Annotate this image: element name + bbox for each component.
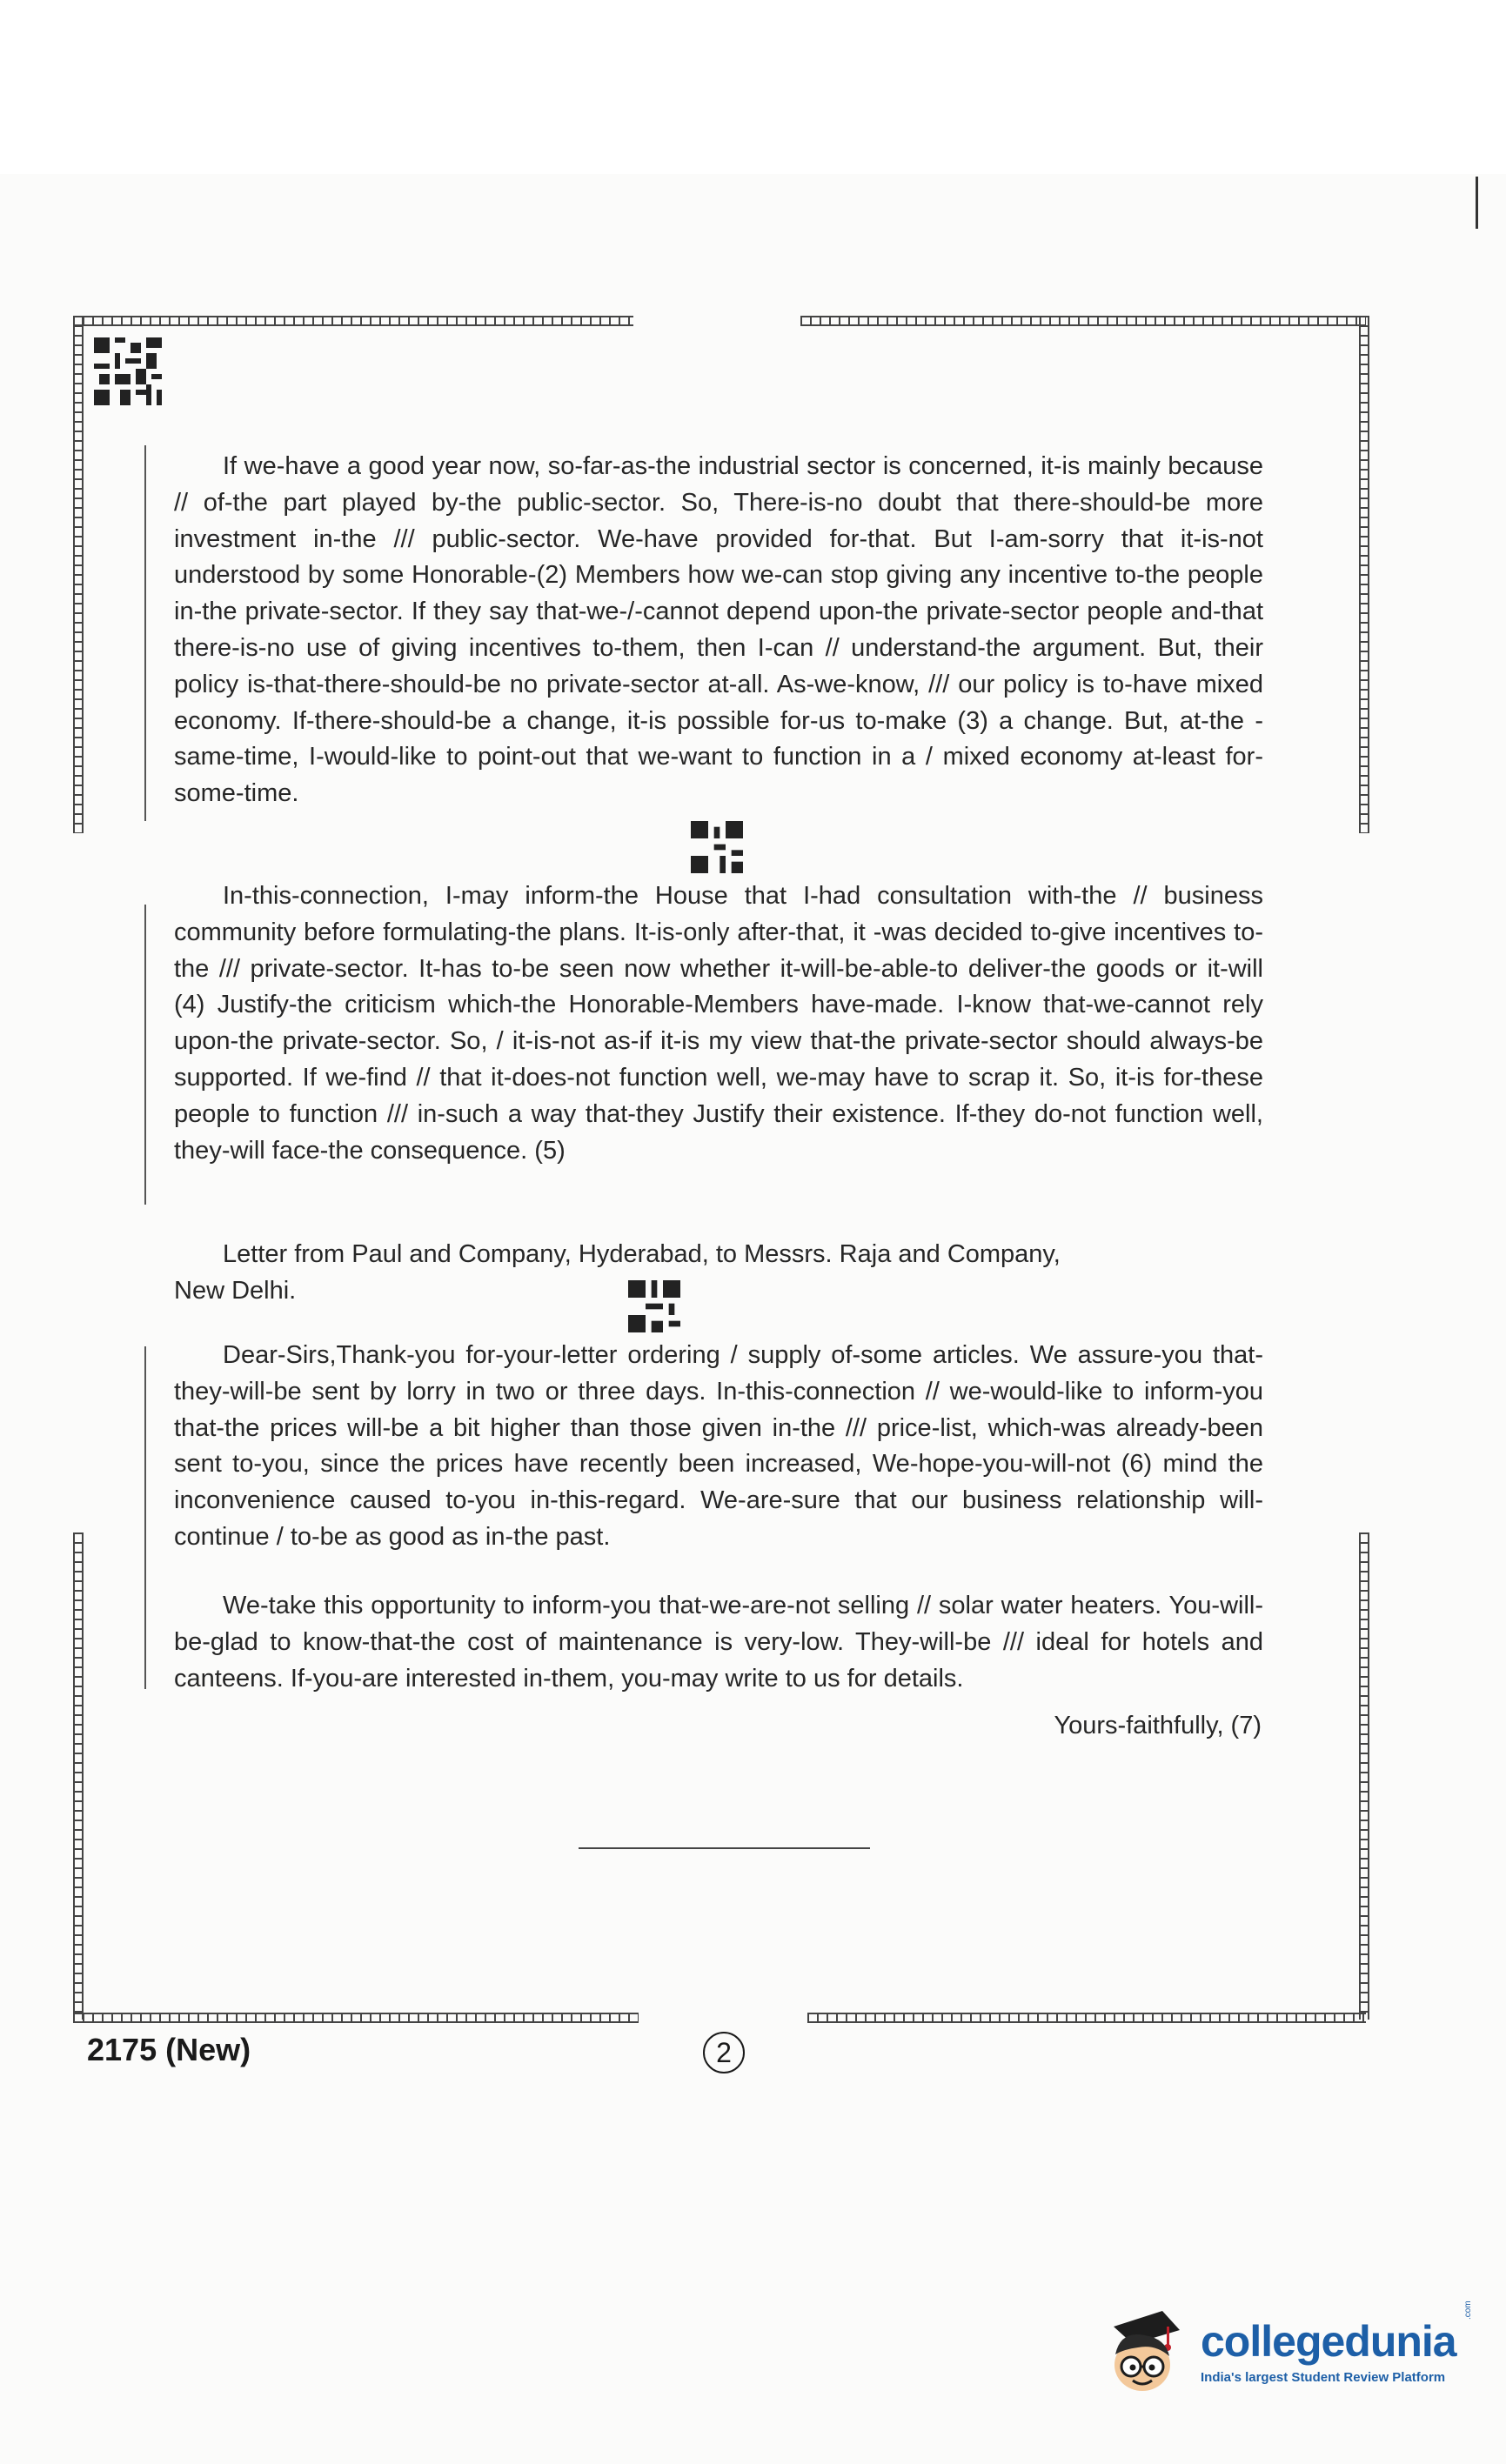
border-bottom-right <box>807 2013 1366 2023</box>
letter-paragraph-1 <box>174 1338 1263 1556</box>
passage-paragraph-2 <box>174 878 1263 1169</box>
letter-heading-line-1: Letter from Paul and Company, Hyderabad, to Messrs. Raja and Company, <box>223 1240 1061 1268</box>
qr-code-icon <box>94 337 162 405</box>
paragraph-text: Dear-Sirs,Thank-you for-your-letter ordering / supply of-some articles. We assure-you that-they-will-be sent by lorry in two or three days. In-this-connection // we-would-like to inform-you that-the prices will-be a bit higher than those given in-the /// price-list, which-was already-been sent to-you, since the prices have recently been increased, We-hope-you-will-not (6) mind the inconvenience caused to-you in-this-regard. We-are-sure that our business relationship will-continue / to-be as good as in-the past. <box>174 1341 1263 1551</box>
letter-signoff: Yours-faithfully, (7) <box>1054 1712 1262 1739</box>
brand-name: collegedunia <box>1201 2317 1456 2366</box>
border-top-right <box>800 316 1366 326</box>
end-divider <box>579 1847 870 1849</box>
border-bottom-left <box>73 2013 639 2023</box>
qr-code-icon <box>628 1280 680 1332</box>
border-left-lower <box>73 1532 84 2020</box>
border-left-upper <box>73 316 84 833</box>
scan-top-margin <box>0 0 1506 174</box>
letter-heading-line-2: New Delhi. <box>174 1276 297 1305</box>
paragraph-text: We-take this opportunity to inform-you that-we-are-not selling // solar water heaters. You-will-be-glad to know-that-the cost of maintenance is very-low. They-will-be /// ideal for hotels and canteens. If-you-are interested in-them, you-may write to us for details. <box>174 1592 1263 1693</box>
passage-paragraph-1 <box>174 449 1263 812</box>
paragraph-text: If we-have a good year now, so-far-as-the industrial sector is concerned, it-is mainly because // of-the part played by-the public-sector. So, There-is-no doubt that there-should-be more investment in-the /// public-sector. We-have provided for-that. But I-am-sorry that it-is-not understood by some Honorable-(2) Members how we-can stop giving any incentive to-the people in-the private-sector. If they say that-we-/-cannot depend upon-the private-sector people and-that there-is-no use of giving incentives to-them, then I-can // understand-the argument. But, their policy is-that-there-should-be no private-sector at-all. As-we-know, /// our policy is to-have mixed economy. If-there-should-be a change, it-is possible for-us to-make (3) a change. But, at-the -same-time, I-would-like to point-out that we-want to function in a / mixed economy at-least for-some-time. <box>174 452 1263 808</box>
letter-heading <box>174 1237 1263 1310</box>
paragraph-text: In-this-connection, I-may inform-the House that I-had consultation with-the // business community before formulating-the plans. It-is-only after-that, it -was decided to-give incentives to-the /// private-sector. It-has to-be seen now whether it-will-be-able-to deliver-the goods or it-will (4) Justify-the criticism which-the Honorable-Members have-made. I-know that-we-cannot rely upon-the private-sector. So, / it-is-not as-if it-is my view that-the private-sector should always-be supported. If we-find // that it-does-not function well, we-may have to scrap it. So, it-is for-these people to function /// in-such a way that-they Justify their existence. If-they do-not function well, they-will face-the consequence. (5) <box>174 882 1263 1165</box>
margin-line <box>144 905 146 1205</box>
brand-logo <box>1094 2300 1477 2396</box>
border-right-lower <box>1359 1532 1369 2020</box>
page-number: 2 <box>703 2032 745 2073</box>
brand-tagline: India's largest Student Review Platform <box>1201 2370 1446 2385</box>
letter-paragraph-2 <box>174 1588 1263 1697</box>
border-right-upper <box>1359 316 1369 833</box>
mascot-icon <box>1094 2300 1190 2396</box>
scan-edge-mark <box>1476 177 1478 229</box>
margin-line <box>144 445 146 821</box>
margin-line <box>144 1346 146 1689</box>
qr-code-icon <box>691 821 743 873</box>
border-top-left <box>73 316 633 326</box>
brand-suffix: .com <box>1463 2300 1473 2320</box>
paper-code: 2175 (New) <box>87 2032 251 2067</box>
